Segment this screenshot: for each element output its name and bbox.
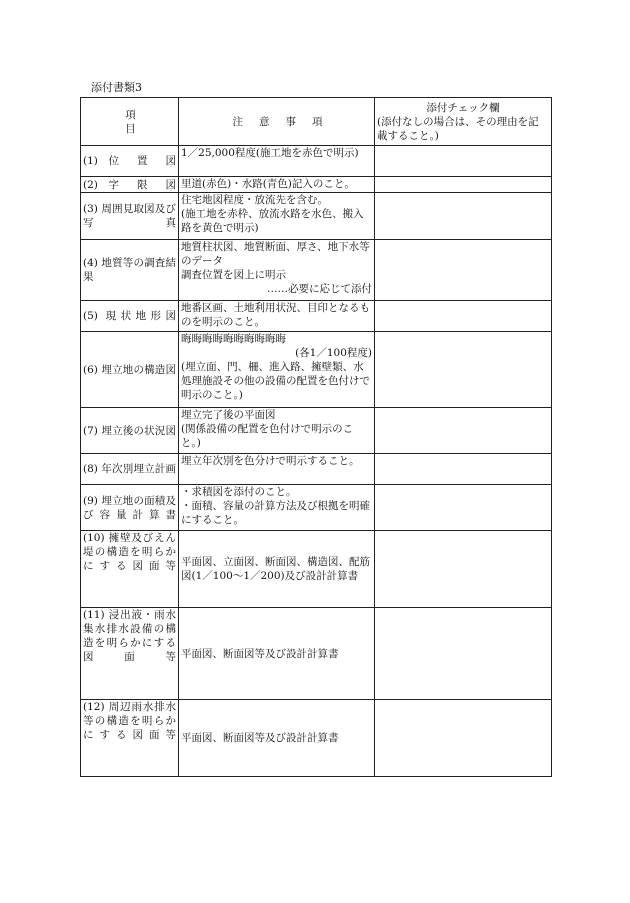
item-cell: (12) 周辺雨水排水等の構造を明らかにする図面等 — [81, 700, 179, 777]
note-line: 埋立年次別を色分けで明示すること。 — [181, 455, 360, 467]
note-line: 里道(赤色)・水路(青色)記入のこと。 — [181, 178, 355, 190]
table-row — [81, 193, 552, 240]
item-cell: (8) 年次別埋立計画 — [81, 454, 179, 485]
table-row — [81, 454, 552, 485]
note-cell — [179, 301, 375, 332]
note-cell — [179, 332, 375, 408]
header-check — [375, 98, 552, 146]
header-item: 項目 — [81, 98, 179, 146]
note-line: 平面図、断面図等及び設計計算書 — [181, 647, 339, 660]
check-cell[interactable] — [375, 608, 552, 700]
page-title: 添付書類3 — [91, 81, 142, 94]
note-cell — [179, 408, 375, 454]
note-line: 埋立完了後の平面図 — [181, 409, 276, 421]
check-cell[interactable] — [375, 240, 552, 301]
check-cell[interactable] — [375, 531, 552, 608]
table-row — [81, 608, 552, 700]
note-line: (各1／100程度) — [295, 347, 372, 359]
check-cell[interactable] — [375, 408, 552, 454]
item-cell: (9) 埋立地の面積及び容量計算書 — [81, 485, 179, 531]
table-row — [81, 177, 552, 193]
note-cell — [179, 177, 375, 193]
table-row — [81, 485, 552, 531]
note-line: 平面図、立面図、断面図、構造図、配筋図(1／100～1／200)及び設計計算書 — [181, 556, 370, 582]
item-cell: (5) 現状地形図 — [81, 301, 179, 332]
note-line: 地質柱状図、地質断面、厚さ、地下水等のデータ — [181, 241, 370, 267]
check-cell[interactable] — [375, 700, 552, 777]
table-row — [81, 332, 552, 408]
check-cell[interactable] — [375, 332, 552, 408]
note-line: (埋立面、門、柵、進入路、擁壁類、水処理施設その他の設備の配置を色付けで明示のこと。) — [181, 361, 370, 401]
check-cell[interactable] — [375, 454, 552, 485]
item-cell: (3) 周囲見取図及び写真 — [81, 193, 179, 240]
item-cell: (7) 埋立後の状況図 — [81, 408, 179, 454]
table-row — [81, 146, 552, 177]
item-cell: (11) 浸出液・雨水集水排水設備の構造を明らかにする図面等 — [81, 608, 179, 700]
note-line: ・求積図を添付のこと。 — [181, 486, 297, 498]
check-cell[interactable] — [375, 146, 552, 177]
note-cell — [179, 485, 375, 531]
header-row — [81, 98, 552, 146]
note-line: 住宅地図程度・放流先を含む。 — [181, 194, 328, 206]
header-check-sub: (添付なしの場合は、その理由を記載すること。) — [377, 115, 539, 142]
check-cell[interactable] — [375, 485, 552, 531]
note-line: ・面積、容量の計算方法及び根拠を明確にすること。 — [181, 500, 370, 526]
note-cell — [179, 454, 375, 485]
note-cell — [179, 531, 375, 608]
note-line: 1／25,000程度(施工地を赤色で明示) — [181, 147, 359, 159]
item-cell: (4) 地質等の調査結果 — [81, 240, 179, 301]
table-row — [81, 700, 552, 777]
table-row — [81, 531, 552, 608]
item-cell: (1) 位 置 図 — [81, 146, 179, 177]
note-cell — [179, 700, 375, 777]
note-cell — [179, 193, 375, 240]
note-cell — [179, 146, 375, 177]
header-note: 注意事項 — [179, 98, 375, 146]
note-line: 調査位置を図上に明示 — [181, 269, 286, 281]
note-line: 地番区画、土地利用状況、目印となるものを明示のこと。 — [181, 302, 370, 328]
attachment-checklist-table — [80, 97, 551, 777]
note-line: 平面図、断面図等及び設計計算書 — [181, 732, 339, 744]
table-row — [81, 408, 552, 454]
item-cell: (6) 埋立地の構造図 — [81, 332, 179, 408]
header-check-title: 添付チェック欄 — [426, 101, 500, 114]
table-row — [81, 240, 552, 301]
check-cell[interactable] — [375, 177, 552, 193]
note-line: (関係設備の配置を色付けで明示のこと。) — [181, 423, 354, 449]
note-line: ……必要に応じて添付 — [267, 283, 372, 295]
note-line: 晦晦晦晦晦晦晦晦晦晦 — [181, 333, 286, 345]
check-cell[interactable] — [375, 301, 552, 332]
note-cell — [179, 608, 375, 700]
item-cell: (2) 字 限 図 — [81, 177, 179, 193]
note-line: (施工地を赤枠、放流水路を水色、搬入路を黄色で明示) — [181, 208, 364, 234]
table-row — [81, 301, 552, 332]
note-cell — [179, 240, 375, 301]
check-cell[interactable] — [375, 193, 552, 240]
item-cell: (10) 擁壁及びえん堤の構造を明らかにする図面等 — [81, 531, 179, 608]
